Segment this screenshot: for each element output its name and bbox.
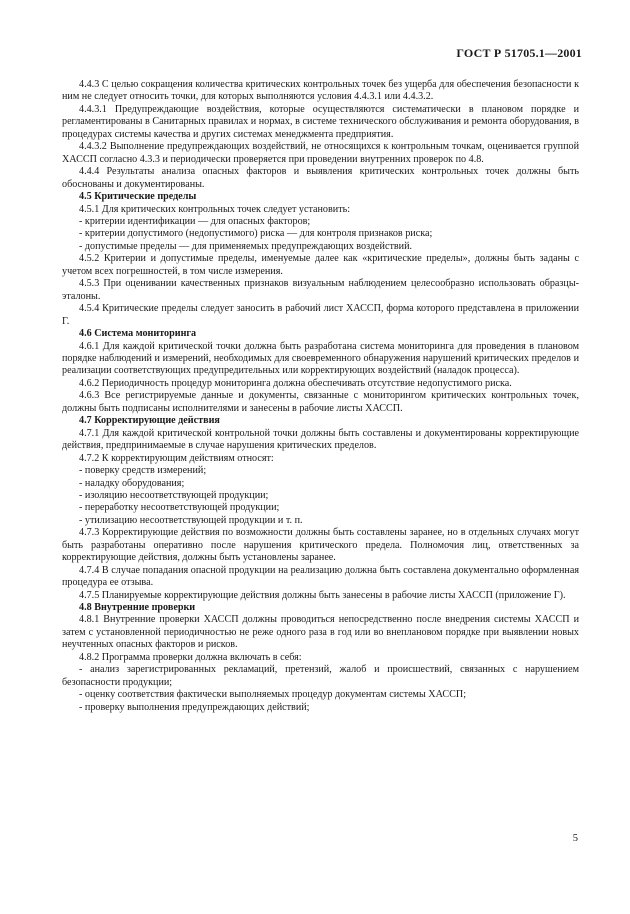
list-item: - проверку выполнения предупреждающих действий;: [79, 701, 310, 713]
paragraph: 4.7.2 К корректирующим действиям относят:: [79, 452, 274, 464]
list-item: - допустимые пределы — для применяемых предупреждающих воздействий.: [79, 240, 413, 252]
list-item: - переработку несоответствующей продукции;: [79, 502, 280, 514]
paragraph: 4.5.2 Критерии и допустимые пределы, именуемые далее как «критические пределы», должны быть заданы с учетом всех погрешностей, в том числе измерения.: [62, 253, 579, 277]
section-heading: 4.8 Внутренние проверки: [79, 602, 196, 614]
list-item: - изоляцию несоответствующей продукции;: [79, 489, 269, 501]
paragraph: 4.5.3 При оценивании качественных признаков визуальным наблюдением целесообразно использовать образцы-эталоны.: [62, 278, 579, 302]
document-header: ГОСТ Р 51705.1—2001: [456, 46, 582, 60]
list-item: - анализ зарегистрированных рекламаций, претензий, жалоб и происшествий, связанных с нарушением безопасности продукции;: [62, 664, 579, 688]
paragraph: 4.4.4 Результаты анализа опасных факторов и выявления критических контрольных точек должны быть обоснованы и документированы.: [62, 166, 579, 190]
page-number: 5: [572, 833, 578, 844]
list-item: - критерии идентификации — для опасных факторов;: [79, 215, 311, 227]
paragraph: 4.6.2 Периодичность процедур мониторинга должна обеспечивать отсутствие недопустимого риска.: [79, 377, 512, 389]
list-item: - поверку средств измерений;: [79, 465, 207, 477]
paragraph: 4.8.2 Программа проверки должна включать в себя:: [79, 651, 302, 663]
document-body: [62, 79, 579, 714]
paragraph: 4.7.5 Планируемые корректирующие действия должны быть занесены в рабочие листы ХАССП (приложение Г).: [79, 589, 566, 601]
paragraph: 4.4.3.1 Предупреждающие воздействия, которые осуществляются систематически в плановом порядке и регламентированы в Санитарных правилах и нормах, в системе технического обслуживания и ремонта оборудования, в процедурах системы качества и других системах менеджмента предприятия.: [62, 103, 579, 140]
paragraph: 4.6.3 Все регистрируемые данные и документы, связанные с мониторингом критических контрольных точек, должны быть подписаны исполнителями и занесены в рабочие листы ХАССП.: [62, 390, 579, 414]
paragraph: 4.6.1 Для каждой критической точки должна быть разработана система мониторинга для проведения в плановом порядке наблюдений и измерений, необходимых для своевременного обнаружения нарушений критических пределов и реализации соответствующих предупредительных или корректирующих воздействий (наладок процесса).: [62, 340, 579, 377]
paragraph: 4.8.1 Внутренние проверки ХАССП должны проводиться непосредственно после внедрения системы ХАССП и затем с установленной периодичностью не реже одного раза в год или во внеплановом порядке при выявлении новых неучтенных опасных факторов и рисков.: [62, 614, 579, 651]
paragraph: 4.7.1 Для каждой критической контрольной точки должны быть составлены и документированы корректирующие действия, предпринимаемые в случае нарушения критических пределов.: [62, 427, 579, 452]
section-heading: 4.7 Корректирующие действия: [79, 415, 220, 427]
paragraph: 4.7.4 В случае попадания опасной продукции на реализацию должна быть составлена документально оформленная процедура ее отзыва.: [62, 564, 579, 589]
list-item: - оценку соответствия фактически выполняемых процедур документам системы ХАССП;: [79, 689, 467, 701]
paragraph: 4.5.1 Для критических контрольных точек следует установить:: [79, 203, 351, 215]
paragraph: 4.7.3 Корректирующие действия по возможности должны быть составлены заранее, но в отдельных случаях могут быть разработаны оперативно после нарушения критического предела. Полномочия лиц, ответственных за корректирующие действия, должны быть установлены заранее.: [62, 527, 579, 564]
paragraph: 4.5.4 Критические пределы следует заносить в рабочий лист ХАССП, форма которого представлена в приложении Г.: [62, 303, 579, 327]
list-item: - критерии допустимого (недопустимого) риска — для контроля признаков риска;: [79, 228, 433, 240]
section-heading: 4.6 Система мониторинга: [79, 328, 197, 340]
section-heading: 4.5 Критические пределы: [79, 191, 197, 203]
paragraph: 4.4.3.2 Выполнение предупреждающих воздействий, не относящихся к контрольным точкам, оценивается группой ХАССП согласно 4.3.3 и периодически проверяется при проведении внутренних проверок по 4.8.: [62, 141, 579, 165]
list-item: - наладку оборудования;: [79, 477, 185, 489]
paragraph: 4.4.3 С целью сокращения количества критических контрольных точек без ущерба для обеспечения безопасности к ним не следует относить точки, для которых выполняются условия 4.4.3.1 или 4.4.3.2.: [62, 79, 579, 103]
list-item: - утилизацию несоответствующей продукции и т. п.: [79, 514, 303, 526]
